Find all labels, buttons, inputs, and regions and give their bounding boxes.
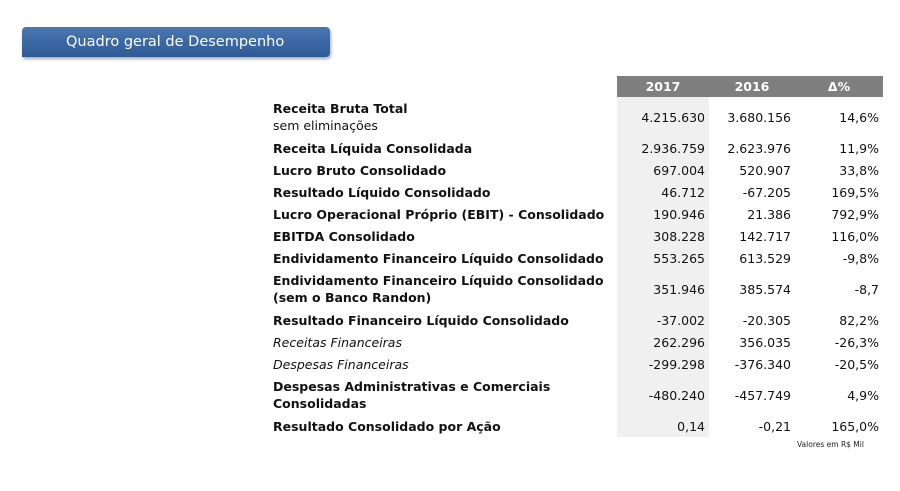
performance-table: [268, 76, 883, 437]
row-label: Resultado Consolidado por Ação: [273, 418, 501, 434]
cell-delta: 82,2%: [839, 312, 879, 328]
table-header-row: [268, 76, 883, 97]
cell-2017: -299.298: [617, 353, 709, 375]
table-row: [268, 225, 883, 247]
cell-2017: 697.004: [617, 159, 709, 181]
cell-2016: -376.340: [734, 356, 791, 372]
cell-2017: 2.936.759: [617, 137, 709, 159]
cell-2017: 190.946: [617, 203, 709, 225]
row-label-main: Receita Bruta Total: [273, 101, 408, 116]
table-row: [268, 415, 883, 437]
cell-2017: 351.946: [617, 269, 709, 309]
cell-delta: 165,0%: [831, 418, 879, 434]
row-label: Endividamento Financeiro Líquido Consolidado: [273, 250, 604, 266]
cell-delta: -20,5%: [834, 356, 879, 372]
header-2017: 2017: [617, 76, 709, 97]
cell-2017: 46.712: [617, 181, 709, 203]
table-row: [268, 375, 883, 415]
row-label: Resultado Financeiro Líquido Consolidado: [273, 312, 569, 328]
cell-delta: 169,5%: [831, 184, 879, 200]
cell-2017: 553.265: [617, 247, 709, 269]
cell-delta: -8,7: [854, 281, 879, 297]
cell-2016: 613.529: [739, 250, 791, 266]
table-row: [268, 137, 883, 159]
cell-delta: 33,8%: [839, 162, 879, 178]
row-label: EBITDA Consolidado: [273, 228, 415, 244]
cell-2016: 142.717: [739, 228, 791, 244]
section-title: Quadro geral de Desempenho: [22, 27, 330, 57]
row-label: Receita Líquida Consolidada: [273, 140, 473, 156]
table-row: [268, 269, 883, 309]
row-label: Receitas Financeiras: [273, 334, 402, 350]
row-label: Lucro Operacional Próprio (EBIT) - Consolidado: [273, 206, 605, 222]
cell-2016: 3.680.156: [727, 109, 791, 125]
cell-2016: -20.305: [742, 312, 791, 328]
cell-delta: -26,3%: [834, 334, 879, 350]
table-row: [268, 309, 883, 331]
cell-delta: 4,9%: [847, 387, 879, 403]
row-label: Lucro Bruto Consolidado: [273, 162, 447, 178]
header-2016: 2016: [709, 76, 795, 97]
cell-2016: -0,21: [758, 418, 791, 434]
row-label: Despesas Financeiras: [273, 356, 409, 372]
cell-delta: -9,8%: [842, 250, 879, 266]
table-row: [268, 97, 883, 137]
header-blank: [268, 76, 617, 97]
cell-2016: -67.205: [742, 184, 791, 200]
cell-2016: -457.749: [734, 387, 791, 403]
cell-delta: 11,9%: [839, 140, 879, 156]
cell-delta: 116,0%: [831, 228, 879, 244]
cell-2017: 308.228: [617, 225, 709, 247]
row-label: Endividamento Financeiro Líquido Consolidado (sem o Banco Randon): [273, 273, 604, 305]
row-label: Resultado Líquido Consolidado: [273, 184, 491, 200]
row-label: Despesas Administrativas e Comerciais Consolidadas: [273, 379, 551, 411]
table-row: [268, 203, 883, 225]
cell-2017: 0,14: [617, 415, 709, 437]
table-row: [268, 331, 883, 353]
table-row: [268, 159, 883, 181]
cell-2016: 21.386: [747, 206, 791, 222]
cell-2017: -37.002: [617, 309, 709, 331]
cell-2016: 520.907: [739, 162, 791, 178]
footnote: Valores em R$ Mil: [797, 440, 864, 449]
table-row: [268, 353, 883, 375]
table-row: [268, 181, 883, 203]
row-label: [268, 97, 617, 137]
cell-2016: 385.574: [739, 281, 791, 297]
cell-delta: 14,6%: [839, 109, 879, 125]
table-row: [268, 247, 883, 269]
cell-2016: 2.623.976: [727, 140, 791, 156]
performance-table-container: [268, 76, 883, 437]
cell-2017: 262.296: [617, 331, 709, 353]
cell-delta: 792,9%: [831, 206, 879, 222]
header-delta: Δ%: [795, 76, 883, 97]
row-label-sub: sem eliminações: [273, 118, 378, 133]
cell-2017: 4.215.630: [617, 97, 709, 137]
cell-2016: 356.035: [739, 334, 791, 350]
cell-2017: -480.240: [617, 375, 709, 415]
